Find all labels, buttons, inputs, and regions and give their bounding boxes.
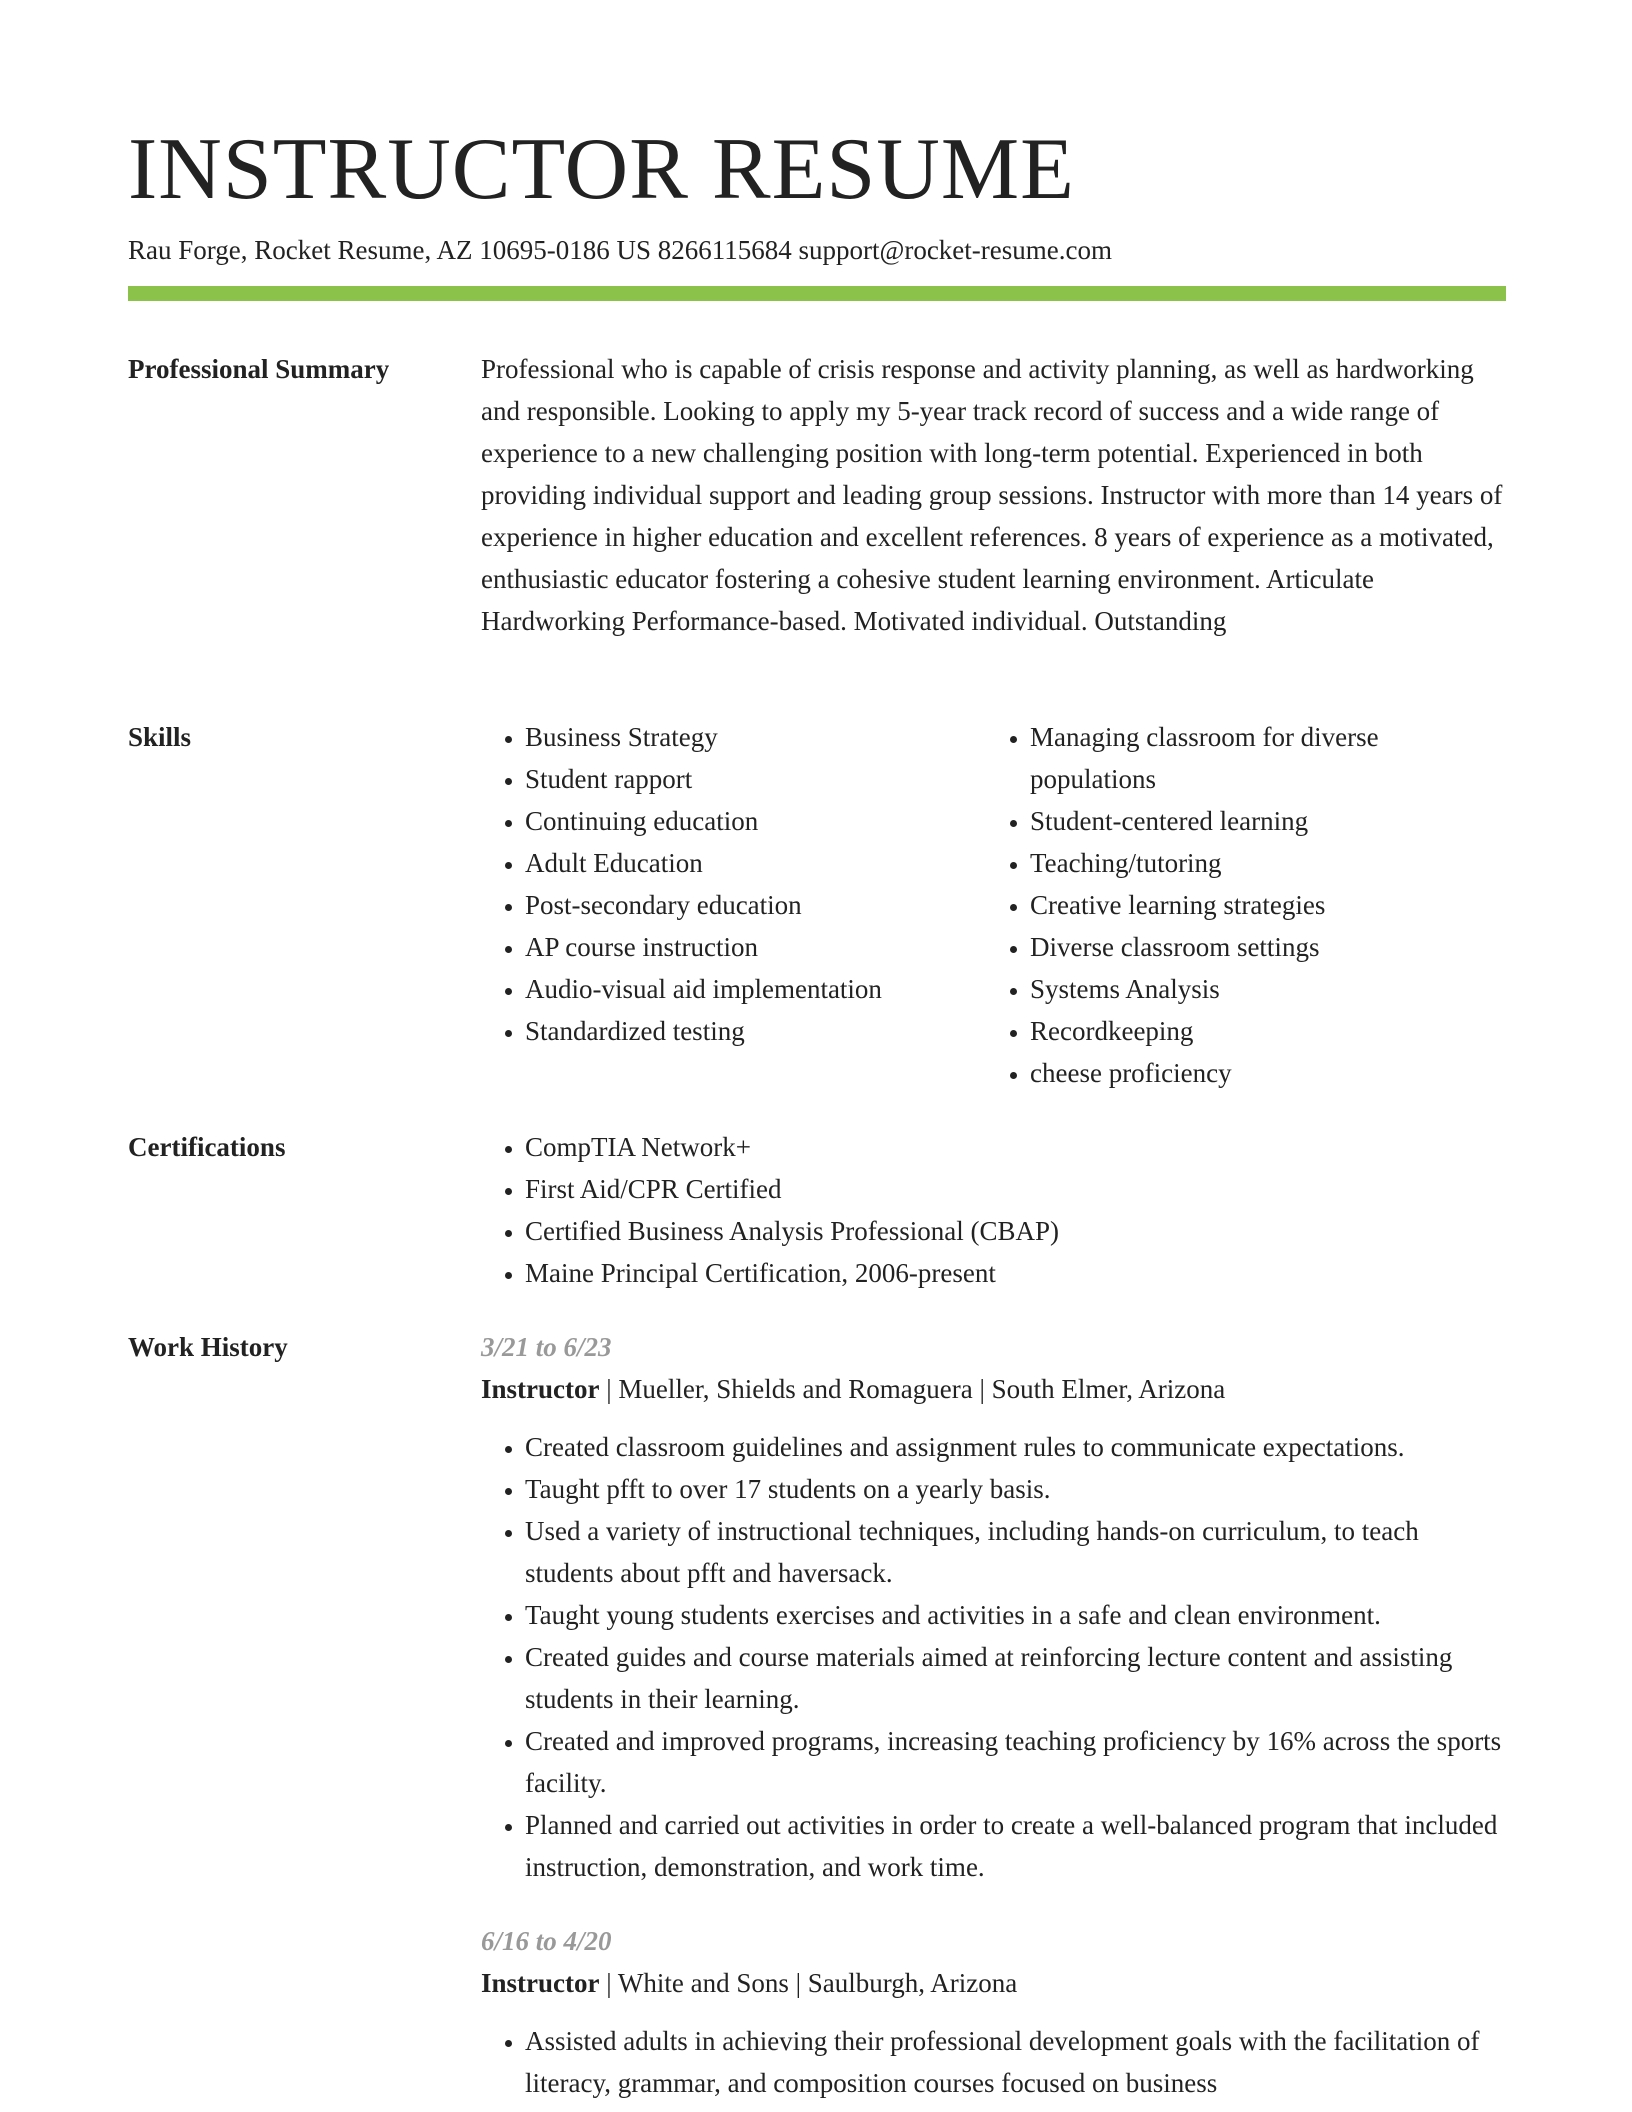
job-entry [481,1326,1506,1888]
certification-item: • First Aid/CPR Certified [525,1168,1506,1210]
skills-list-right [986,716,1506,1094]
job-duty: • Created and improved programs, increasing teaching proficiency by 16% across the sports facility. [525,1720,1506,1804]
job-duty: • Assisted adults in achieving their professional development goals with the facilitation of literacy, grammar, and composition courses focused on business [525,2020,1506,2104]
skill-item: • Audio-visual aid implementation [525,968,986,1010]
skill-item: • Adult Education [525,842,986,884]
job-title-line [481,1368,1506,1410]
skill-item: • Diverse classroom settings [1030,926,1506,968]
skill-item: • Recordkeeping [1030,1010,1506,1052]
job-dates: 6/16 to 4/20 [481,1926,612,1956]
skill-item: • AP course instruction [525,926,986,968]
job-entry [481,1920,1506,2104]
job-employer-location: | White and Sons | Saulburgh, Arizona [599,1968,1018,1998]
certifications-list [481,1126,1506,1294]
skill-item: • Post-secondary education [525,884,986,926]
summary-section [481,348,1506,642]
certification-item: • CompTIA Network+ [525,1126,1506,1168]
certification-item: • Certified Business Analysis Professional (CBAP) [525,1210,1506,1252]
skill-item: • Business Strategy [525,716,986,758]
skill-item: • Systems Analysis [1030,968,1506,1010]
contact-line: Rau Forge, Rocket Resume, AZ 10695-0186 US 8266115684 support@rocket-resume.com [128,235,1112,265]
skill-item: • Student-centered learning [1030,800,1506,842]
work-history-section [481,1326,1506,2104]
job-duty: • Created guides and course materials aimed at reinforcing lecture content and assisting students in their learning. [525,1636,1506,1720]
skills-list-left [481,716,986,1094]
job-dates: 3/21 to 6/23 [481,1332,612,1362]
job-duties-list [481,2020,1506,2104]
certifications-section [481,1126,1506,1294]
accent-divider [128,286,1506,301]
job-duty: • Planned and carried out activities in order to create a well-balanced program that included instruction, demonstration, and work time. [525,1804,1506,1888]
job-duty: • Taught young students exercises and activities in a safe and clean environment. [525,1594,1506,1636]
job-duty: • Created classroom guidelines and assignment rules to communicate expectations. [525,1426,1506,1468]
skill-item: • Teaching/tutoring [1030,842,1506,884]
skill-item: • Creative learning strategies [1030,884,1506,926]
job-duties-list [481,1426,1506,1888]
job-role: Instructor [481,1374,600,1404]
skill-item: • Student rapport [525,758,986,800]
skill-item: • Managing classroom for diverse populations [1030,716,1506,800]
skills-heading: Skills [128,722,192,752]
skill-item: • Standardized testing [525,1010,986,1052]
job-employer-location: | Mueller, Shields and Romaguera | South Elmer, Arizona [599,1374,1226,1404]
summary-text: Professional who is capable of crisis response and activity planning, as well as hardworking and responsible. Looking to apply my 5-year track record of success and a wide range of experience to a new challenging position with long-term potential. Experienced in both providing individual support and leading group sessions. Instructor with more than 14 years of experience in higher education and excellent references. 8 years of experience as a motivated, enthusiastic educator fostering a cohesive student learning environment. Articulate Hardworking Performance-based. Motivated individual. Outstanding [481,354,1503,636]
job-title-line [481,1962,1506,2004]
resume-title: INSTRUCTOR RESUME [128,121,1075,218]
job-duty: • Used a variety of instructional techniques, including hands-on curriculum, to teach students about pfft and haversack. [525,1510,1506,1594]
skills-section [481,716,1506,1094]
summary-heading: Professional Summary [128,354,390,384]
certification-item: • Maine Principal Certification, 2006-present [525,1252,1506,1294]
job-duty: • Taught pfft to over 17 students on a yearly basis. [525,1468,1506,1510]
skill-item: • Continuing education [525,800,986,842]
certifications-heading: Certifications [128,1132,286,1162]
job-role: Instructor [481,1968,600,1998]
work-history-heading: Work History [128,1332,288,1362]
skill-item: • cheese proficiency [1030,1052,1506,1094]
